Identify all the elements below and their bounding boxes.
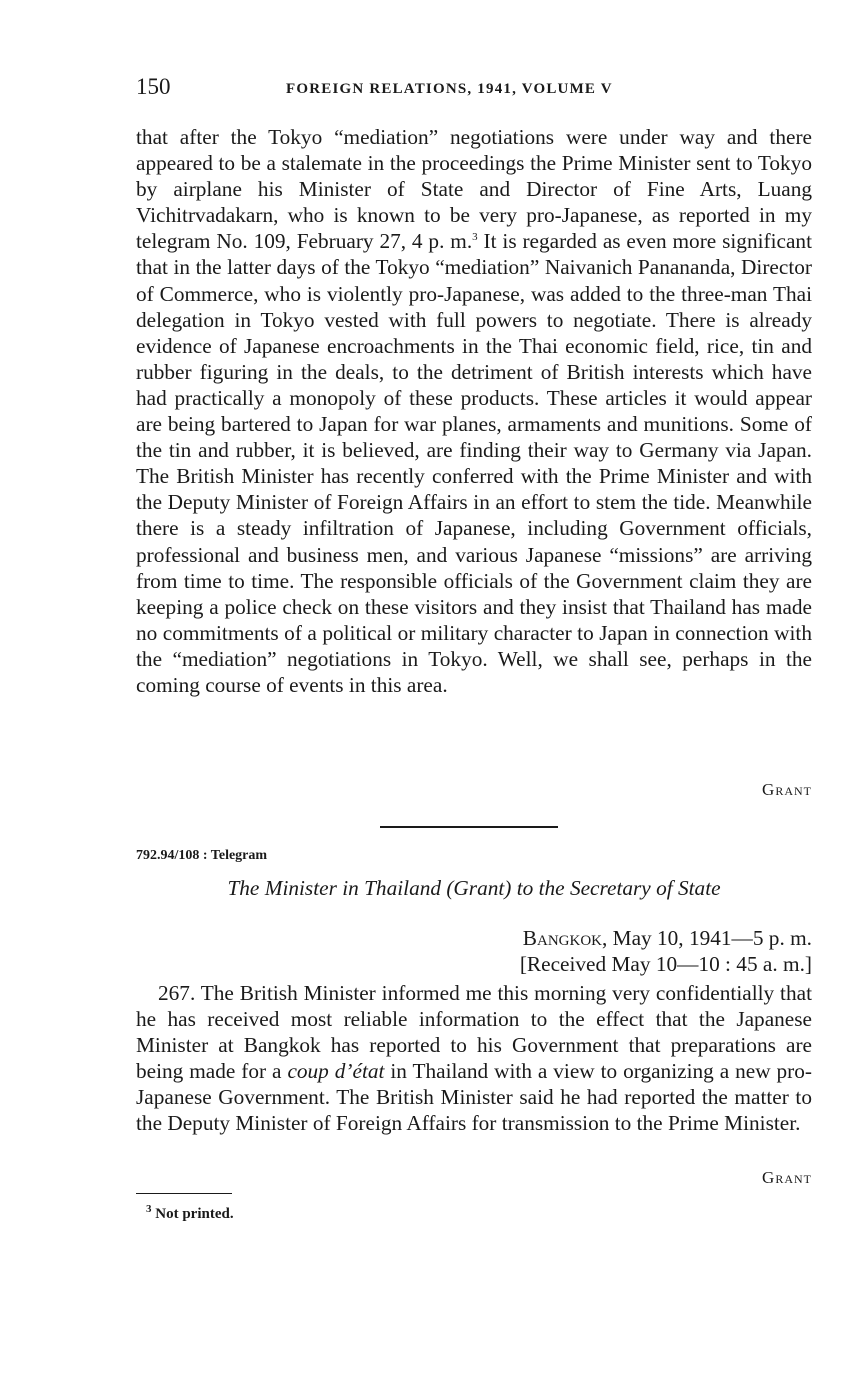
footnote-reference: 3 <box>472 231 478 244</box>
telegram-italic-phrase: coup d’état <box>287 1059 385 1084</box>
footnote-rule <box>136 1193 232 1194</box>
dateline-date: May 10, 1941—5 p. m. <box>607 926 812 950</box>
paragraph-text-part2: It is regarded as even more significant that in the latter days of the Tokyo “mediation” Naivanich Panananda, Director of Commerce, who is violently pro-Japanese, was added to the three-man Thai delegation in Tokyo vested with full powers to negotiate. There is already evidence of Japanese encroachments in the Thai economic field, rice, tin and rubber figuring in the deals, to the detriment of British interests which have had practically a monopoly of these products. These articles it would appear are being bartered to Japan for war planes, armaments and munitions. Some of the tin and rubber, it is believed, are finding their way to Germany via Japan. The British Minister has recently conferred with the Prime Minister and with the Deputy Minister of Foreign Affairs in an effort to stem the tide. Meanwhile there is a steady infiltration of Japanese, including Government officials, professional and business men, and various Japanese “missions” are arriving from time to time. The responsible officials of the Government claim they are keeping a police check on these visitors and they insist that Thailand has made no commitments of a political or military character to Japan in connection with the “mediation” negotiations in Tokyo. Well, we shall see, perhaps in the coming course of events in this area. <box>136 229 812 697</box>
dateline-received: [Received May 10—10 : 45 a. m.] <box>519 952 812 976</box>
paragraph-text-part1: that after the Tokyo “mediation” negotiations were under way and there appeared to be a stalemate in the proceedings the Prime Minister sent to Tokyo by airplane his Minister of State and Director of Fine Arts, Luang Vichitrvadakarn, who is known to be very pro-Japanese, as reported in my telegram No. 109, February 27, 4 p. m. <box>136 125 812 254</box>
running-head: FOREIGN RELATIONS, 1941, VOLUME V <box>286 81 613 97</box>
signature-grant-1: Grant <box>762 780 812 799</box>
telegram-paragraph <box>136 980 812 1137</box>
page-header <box>136 74 812 106</box>
document-title: The Minister in Thailand (Grant) to the Secretary of State <box>227 876 721 900</box>
section-divider <box>380 826 558 828</box>
footnote-text: Not printed. <box>151 1206 234 1222</box>
page-number: 150 <box>136 74 171 99</box>
telegram-text-part2: in Thailand with a view to organizing a new pro-Japanese Government. The British Minister said he had reported the matter to the Deputy Minister of Foreign Affairs for transmission to the Prime Minister. <box>136 1059 812 1136</box>
file-reference: 792.94/108 : Telegram <box>136 848 268 863</box>
continued-paragraph <box>136 124 812 698</box>
signature-grant-2: Grant <box>762 1168 812 1187</box>
footnote-marker: 3 <box>146 1203 152 1215</box>
footnote <box>146 1203 234 1223</box>
dateline-place: Bangkok, <box>522 926 608 950</box>
dateline-sent <box>523 926 812 951</box>
telegram-text-part1: 267. The British Minister informed me this morning very confidentially that he has received most reliable information to the effect that the Japanese Minister at Bangkok has reported to his Government that preparations are being made for a <box>136 981 812 1084</box>
